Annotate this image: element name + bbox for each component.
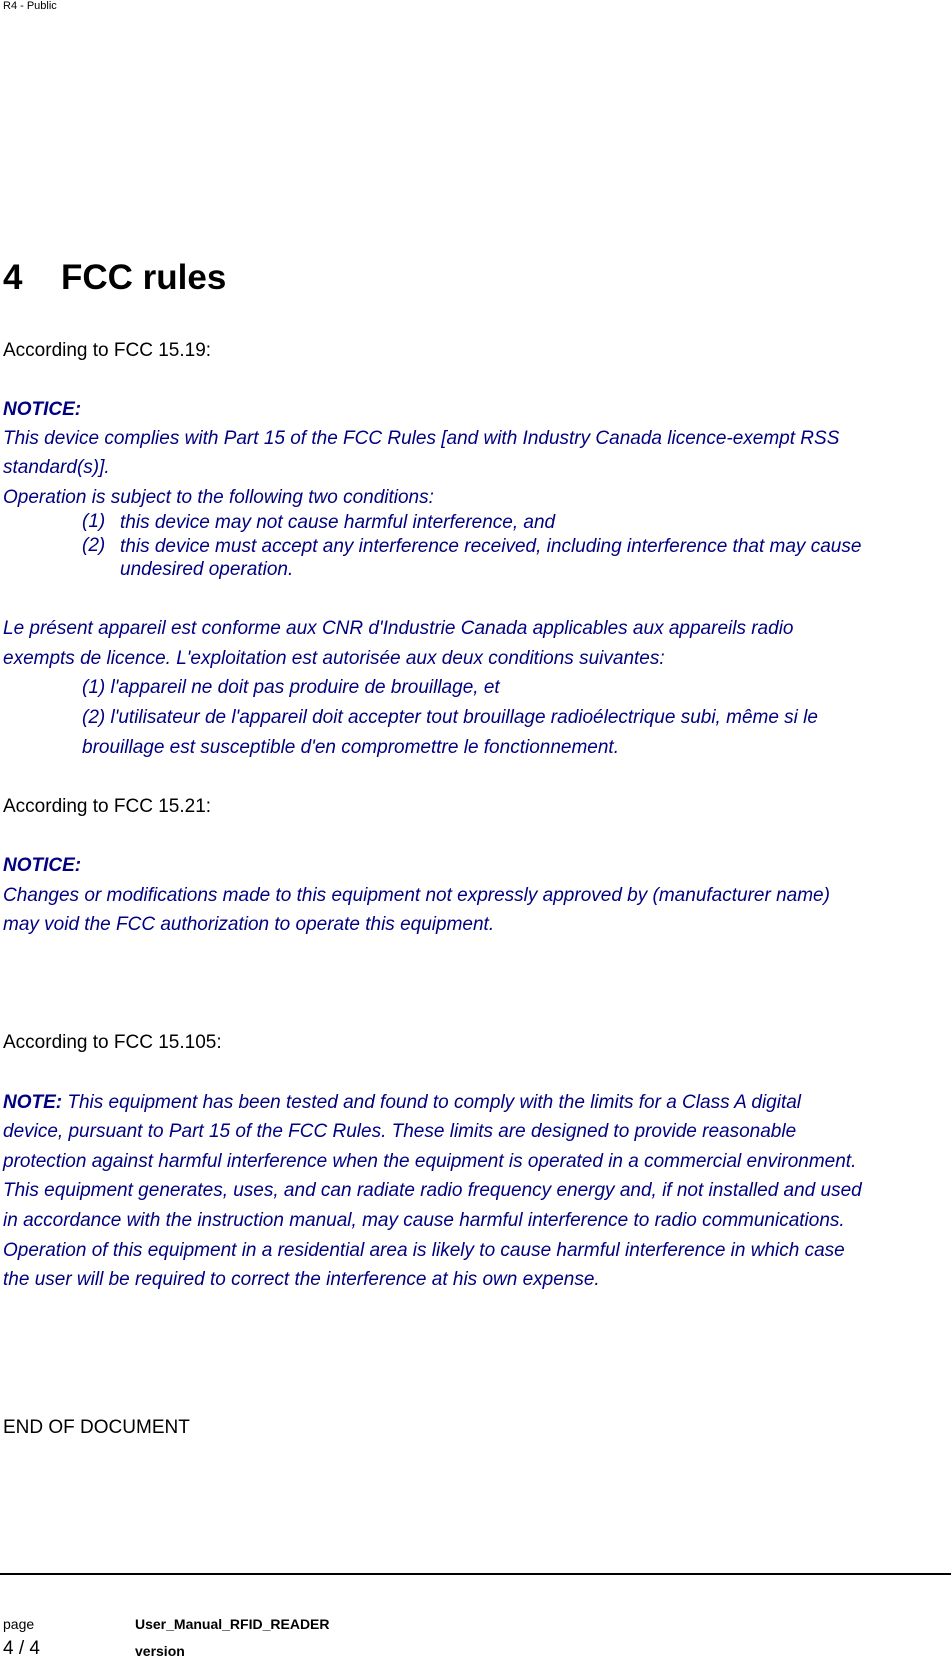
- footer-divider: [0, 1573, 951, 1575]
- fr-line-2: exempts de licence. L'exploitation est autorisée aux deux conditions suivantes:: [3, 648, 665, 669]
- condition-2: [82, 535, 942, 583]
- condition-text: this device must accept any interference received, including interference that may cause undesired operation.: [120, 536, 862, 580]
- fr-condition-1: (1) l'appareil ne doit pas produire de brouillage, et: [82, 677, 500, 698]
- fcc-15-19-notice-label: NOTICE:: [3, 399, 82, 420]
- fcc-15-21-notice-label: NOTICE:: [3, 855, 82, 876]
- condition-marker: (2): [82, 535, 106, 556]
- fcc-15-105-line-5: in accordance with the instruction manual, may cause harmful interference to radio communications.: [3, 1210, 845, 1231]
- fcc-15-105-line-1: NOTE: This equipment has been tested and found to comply with the limits for a Class A digital: [3, 1092, 802, 1113]
- condition-1: [82, 511, 942, 535]
- fcc-15-105-line-4: This equipment generates, uses, and can radiate radio frequency energy and, if not installed and used: [3, 1180, 862, 1201]
- fr-condition-2-line-1: (2) l'utilisateur de l'appareil doit accepter tout brouillage radioélectrique subi, même si le: [82, 707, 818, 728]
- section-number: 4: [3, 258, 23, 297]
- fcc-15-19-intro: According to FCC 15.19:: [3, 340, 212, 361]
- fcc-15-105-line-7: the user will be required to correct the interference at his own expense.: [3, 1269, 600, 1290]
- fcc-15-105-line-3: protection against harmful interference when the equipment is operated in a commercial environment.: [3, 1151, 857, 1172]
- condition-marker: (1): [82, 511, 106, 532]
- fr-condition-2-line-2: brouillage est susceptible d'en compromettre le fonctionnement.: [82, 737, 619, 758]
- footer-page-label: page: [3, 1616, 35, 1632]
- fcc-15-21-line-2: may void the FCC authorization to operate this equipment.: [3, 914, 495, 935]
- fcc-15-21-intro: According to FCC 15.21:: [3, 796, 212, 817]
- end-of-document: END OF DOCUMENT: [3, 1417, 190, 1438]
- fr-line-1: Le présent appareil est conforme aux CNR d'Industrie Canada applicables aux appareils radio: [3, 618, 794, 639]
- fcc-15-19-line-1: This device complies with Part 15 of the FCC Rules [and with Industry Canada licence-exempt RSS: [3, 428, 840, 449]
- footer-version-label: version: [135, 1643, 185, 1659]
- classification-label: R4 - Public: [3, 0, 57, 12]
- fcc-15-19-line-2: standard(s)].: [3, 457, 110, 478]
- fcc-15-105-intro: According to FCC 15.105:: [3, 1032, 222, 1053]
- section-heading: [3, 258, 226, 298]
- section-title: FCC rules: [61, 258, 227, 297]
- fcc-15-105-line-6: Operation of this equipment in a residential area is likely to cause harmful interference in which case: [3, 1240, 845, 1261]
- footer-doc-name: User_Manual_RFID_READER: [135, 1616, 330, 1632]
- note-label: NOTE:: [3, 1092, 63, 1113]
- fcc-15-21-line-1: Changes or modifications made to this equipment not expressly approved by (manufacturer name): [3, 885, 830, 906]
- fcc-15-19-line-3: Operation is subject to the following two conditions:: [3, 487, 434, 508]
- footer-page-value: 4 / 4: [3, 1638, 40, 1659]
- fcc-15-105-line-2: device, pursuant to Part 15 of the FCC Rules. These limits are designed to provide reasonable: [3, 1121, 797, 1142]
- condition-text: this device may not cause harmful interference, and: [120, 512, 556, 533]
